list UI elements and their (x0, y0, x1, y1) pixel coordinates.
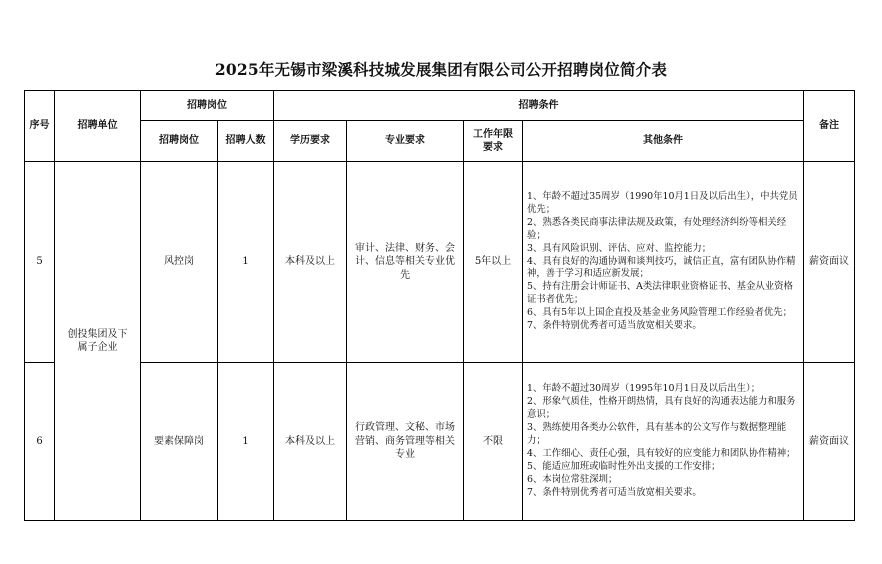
row-seq: 6 (25, 363, 55, 521)
row-education: 本科及以上 (274, 363, 347, 521)
table-row (25, 363, 855, 521)
condition-item: 2、熟悉各类民商事法律法规及政策，有处理经济纠纷等相关经验； (527, 216, 787, 241)
recruitment-table (24, 90, 855, 521)
condition-item: 3、熟练使用各类办公软件，具有基本的公文写作与数据整理能力； (527, 422, 787, 447)
condition-item: 1、年龄不超过35周岁（1990年10月1日及以后出生），中共党员优先； (527, 190, 798, 215)
header-count: 招聘人数 (218, 121, 274, 162)
row-experience: 5年以上 (464, 162, 523, 363)
header-row-1 (25, 91, 855, 121)
condition-item: 4、工作细心、责任心强，具有较好的应变能力和团队协作精神； (527, 447, 796, 459)
condition-item: 5、能适应加班或临时性外出支援的工作安排； (527, 460, 721, 472)
row-position: 风控岗 (141, 162, 218, 363)
page-title: 2025年无锡市梁溪科技城发展集团有限公司公开招聘岗位简介表 (214, 60, 668, 79)
row-major: 审计、法律、财务、会计、信息等相关专业优先 (347, 162, 464, 363)
header-condition-group: 招聘条件 (274, 91, 804, 121)
condition-item: 3、具有风险识别、评估、应对、监控能力； (527, 242, 712, 254)
row-conditions (523, 162, 804, 363)
condition-item: 6、本岗位常驻深圳； (527, 473, 618, 485)
row-experience: 不限 (464, 363, 523, 521)
header-position-group: 招聘岗位 (141, 91, 274, 121)
row-position: 要素保障岗 (141, 363, 218, 521)
header-position: 招聘岗位 (141, 121, 218, 162)
condition-item: 7、条件特别优秀者可适当放宽相关要求。 (527, 320, 702, 332)
header-experience: 工作年限要求 (464, 121, 523, 162)
header-row-2 (25, 121, 855, 162)
row-count: 1 (218, 363, 274, 521)
row-remarks: 薪资面议 (804, 162, 855, 363)
header-other: 其他条件 (523, 121, 804, 162)
recruiting-unit: 创投集团及下属子企业 (55, 162, 141, 521)
row-conditions (523, 363, 804, 521)
condition-item: 5、持有注册会计师证书、A类法律职业资格证书、基金从业资格证书者优先； (527, 281, 793, 306)
header-remarks: 备注 (804, 91, 855, 162)
header-education: 学历要求 (274, 121, 347, 162)
condition-item: 4、具有良好的沟通协调和谈判技巧，诚信正直，富有团队协作精神，善于学习和适应新发展； (527, 255, 796, 280)
condition-item: 2、形象气质佳，性格开朗热情，具有良好的沟通表达能力和服务意识； (527, 396, 796, 421)
header-major: 专业要求 (347, 121, 464, 162)
table-row (25, 162, 855, 363)
condition-item: 7、条件特别优秀者可适当放宽相关要求。 (527, 486, 702, 498)
row-count: 1 (218, 162, 274, 363)
header-unit: 招聘单位 (55, 91, 141, 162)
row-major: 行政管理、文秘、市场营销、商务管理等相关专业 (347, 363, 464, 521)
condition-item: 1、年龄不超过30周岁（1995年10月1日及以后出生）； (527, 383, 761, 395)
row-seq: 5 (25, 162, 55, 363)
row-remarks: 薪资面议 (804, 363, 855, 521)
header-seq: 序号 (25, 91, 55, 162)
row-education: 本科及以上 (274, 162, 347, 363)
condition-item: 6、具有5年以上国企直投及基金业务风险管理工作经验者优先； (527, 307, 793, 319)
